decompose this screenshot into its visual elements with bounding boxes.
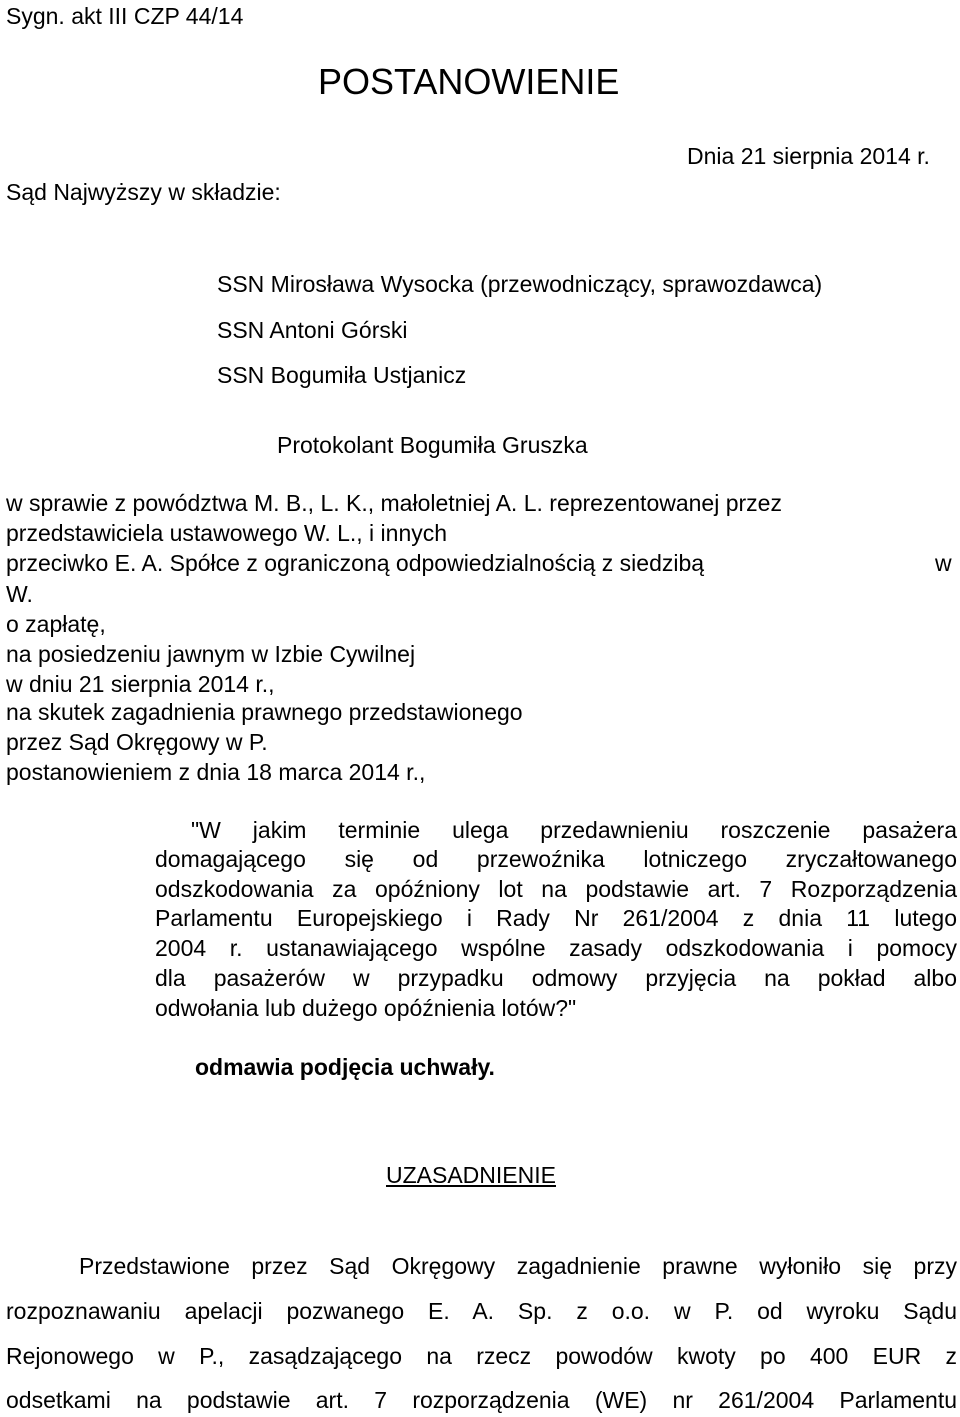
case-description-line: przedstawiciela ustawowego W. L., i innych bbox=[6, 520, 448, 546]
case-signature: Sygn. akt III CZP 44/14 bbox=[6, 3, 244, 29]
justification-line: Przedstawione przez Sąd Okręgowy zagadnienie prawne wyłoniło się przy bbox=[79, 1253, 957, 1279]
case-description-line: na skutek zagadnienia prawnego przedstawionego bbox=[6, 699, 523, 725]
document-title: POSTANOWIENIE bbox=[318, 61, 620, 102]
legal-question-line: Parlamentu Europejskiego i Rady Nr 261/2004 z dnia 11 lutego bbox=[155, 905, 957, 931]
court-composition-label: Sąd Najwyższy w składzie: bbox=[6, 179, 281, 205]
legal-question-line: domagającego się od przewoźnika lotniczego zryczałtowanego bbox=[155, 846, 957, 872]
ruling-text: odmawia podjęcia uchwały. bbox=[195, 1054, 495, 1080]
case-description-line: w sprawie z powództwa M. B., L. K., małoletniej A. L. reprezentowanej przez bbox=[6, 490, 782, 516]
case-description-line: o zapłatę, bbox=[6, 611, 106, 637]
justification-heading: UZASADNIENIE bbox=[386, 1162, 556, 1188]
legal-question-line: "W jakim terminie ulega przedawnieniu roszczenie pasażera bbox=[191, 817, 957, 843]
case-description-line: postanowieniem z dnia 18 marca 2014 r., bbox=[6, 759, 426, 785]
document-date: Dnia 21 sierpnia 2014 r. bbox=[687, 143, 930, 169]
case-description-line: w dniu 21 sierpnia 2014 r., bbox=[6, 671, 275, 697]
justification-line: odsetkami na podstawie art. 7 rozporządzenia (WE) nr 261/2004 Parlamentu bbox=[6, 1387, 957, 1413]
justification-line: Rejonowego w P., zasądzającego na rzecz powodów kwoty po 400 EUR z bbox=[6, 1343, 957, 1369]
case-description-line: przez Sąd Okręgowy w P. bbox=[6, 729, 268, 755]
court-clerk: Protokolant Bogumiła Gruszka bbox=[277, 432, 588, 458]
judge-presiding: SSN Mirosława Wysocka (przewodniczący, sprawozdawca) bbox=[217, 271, 823, 297]
legal-question-line: dla pasażerów w przypadku odmowy przyjęcia na pokład albo bbox=[155, 965, 957, 991]
case-description-line: W. bbox=[6, 581, 33, 607]
case-description-line-end: w bbox=[935, 550, 952, 576]
judge-member: SSN Antoni Górski bbox=[217, 317, 408, 343]
case-description-line: przeciwko E. A. Spółce z ograniczoną odpowiedzialnością z siedzibą bbox=[6, 550, 705, 576]
legal-question-line: 2004 r. ustanawiającego wspólne zasady odszkodowania i pomocy bbox=[155, 935, 957, 961]
case-description-line: na posiedzeniu jawnym w Izbie Cywilnej bbox=[6, 641, 416, 667]
legal-question-line: odszkodowania za opóźniony lot na podstawie art. 7 Rozporządzenia bbox=[155, 876, 957, 902]
judge-member: SSN Bogumiła Ustjanicz bbox=[217, 362, 467, 388]
justification-line: rozpoznawaniu apelacji pozwanego E. A. Sp. z o.o. w P. od wyroku Sądu bbox=[6, 1298, 957, 1324]
legal-question-line: odwołania lub dużego opóźnienia lotów?" bbox=[155, 995, 577, 1021]
